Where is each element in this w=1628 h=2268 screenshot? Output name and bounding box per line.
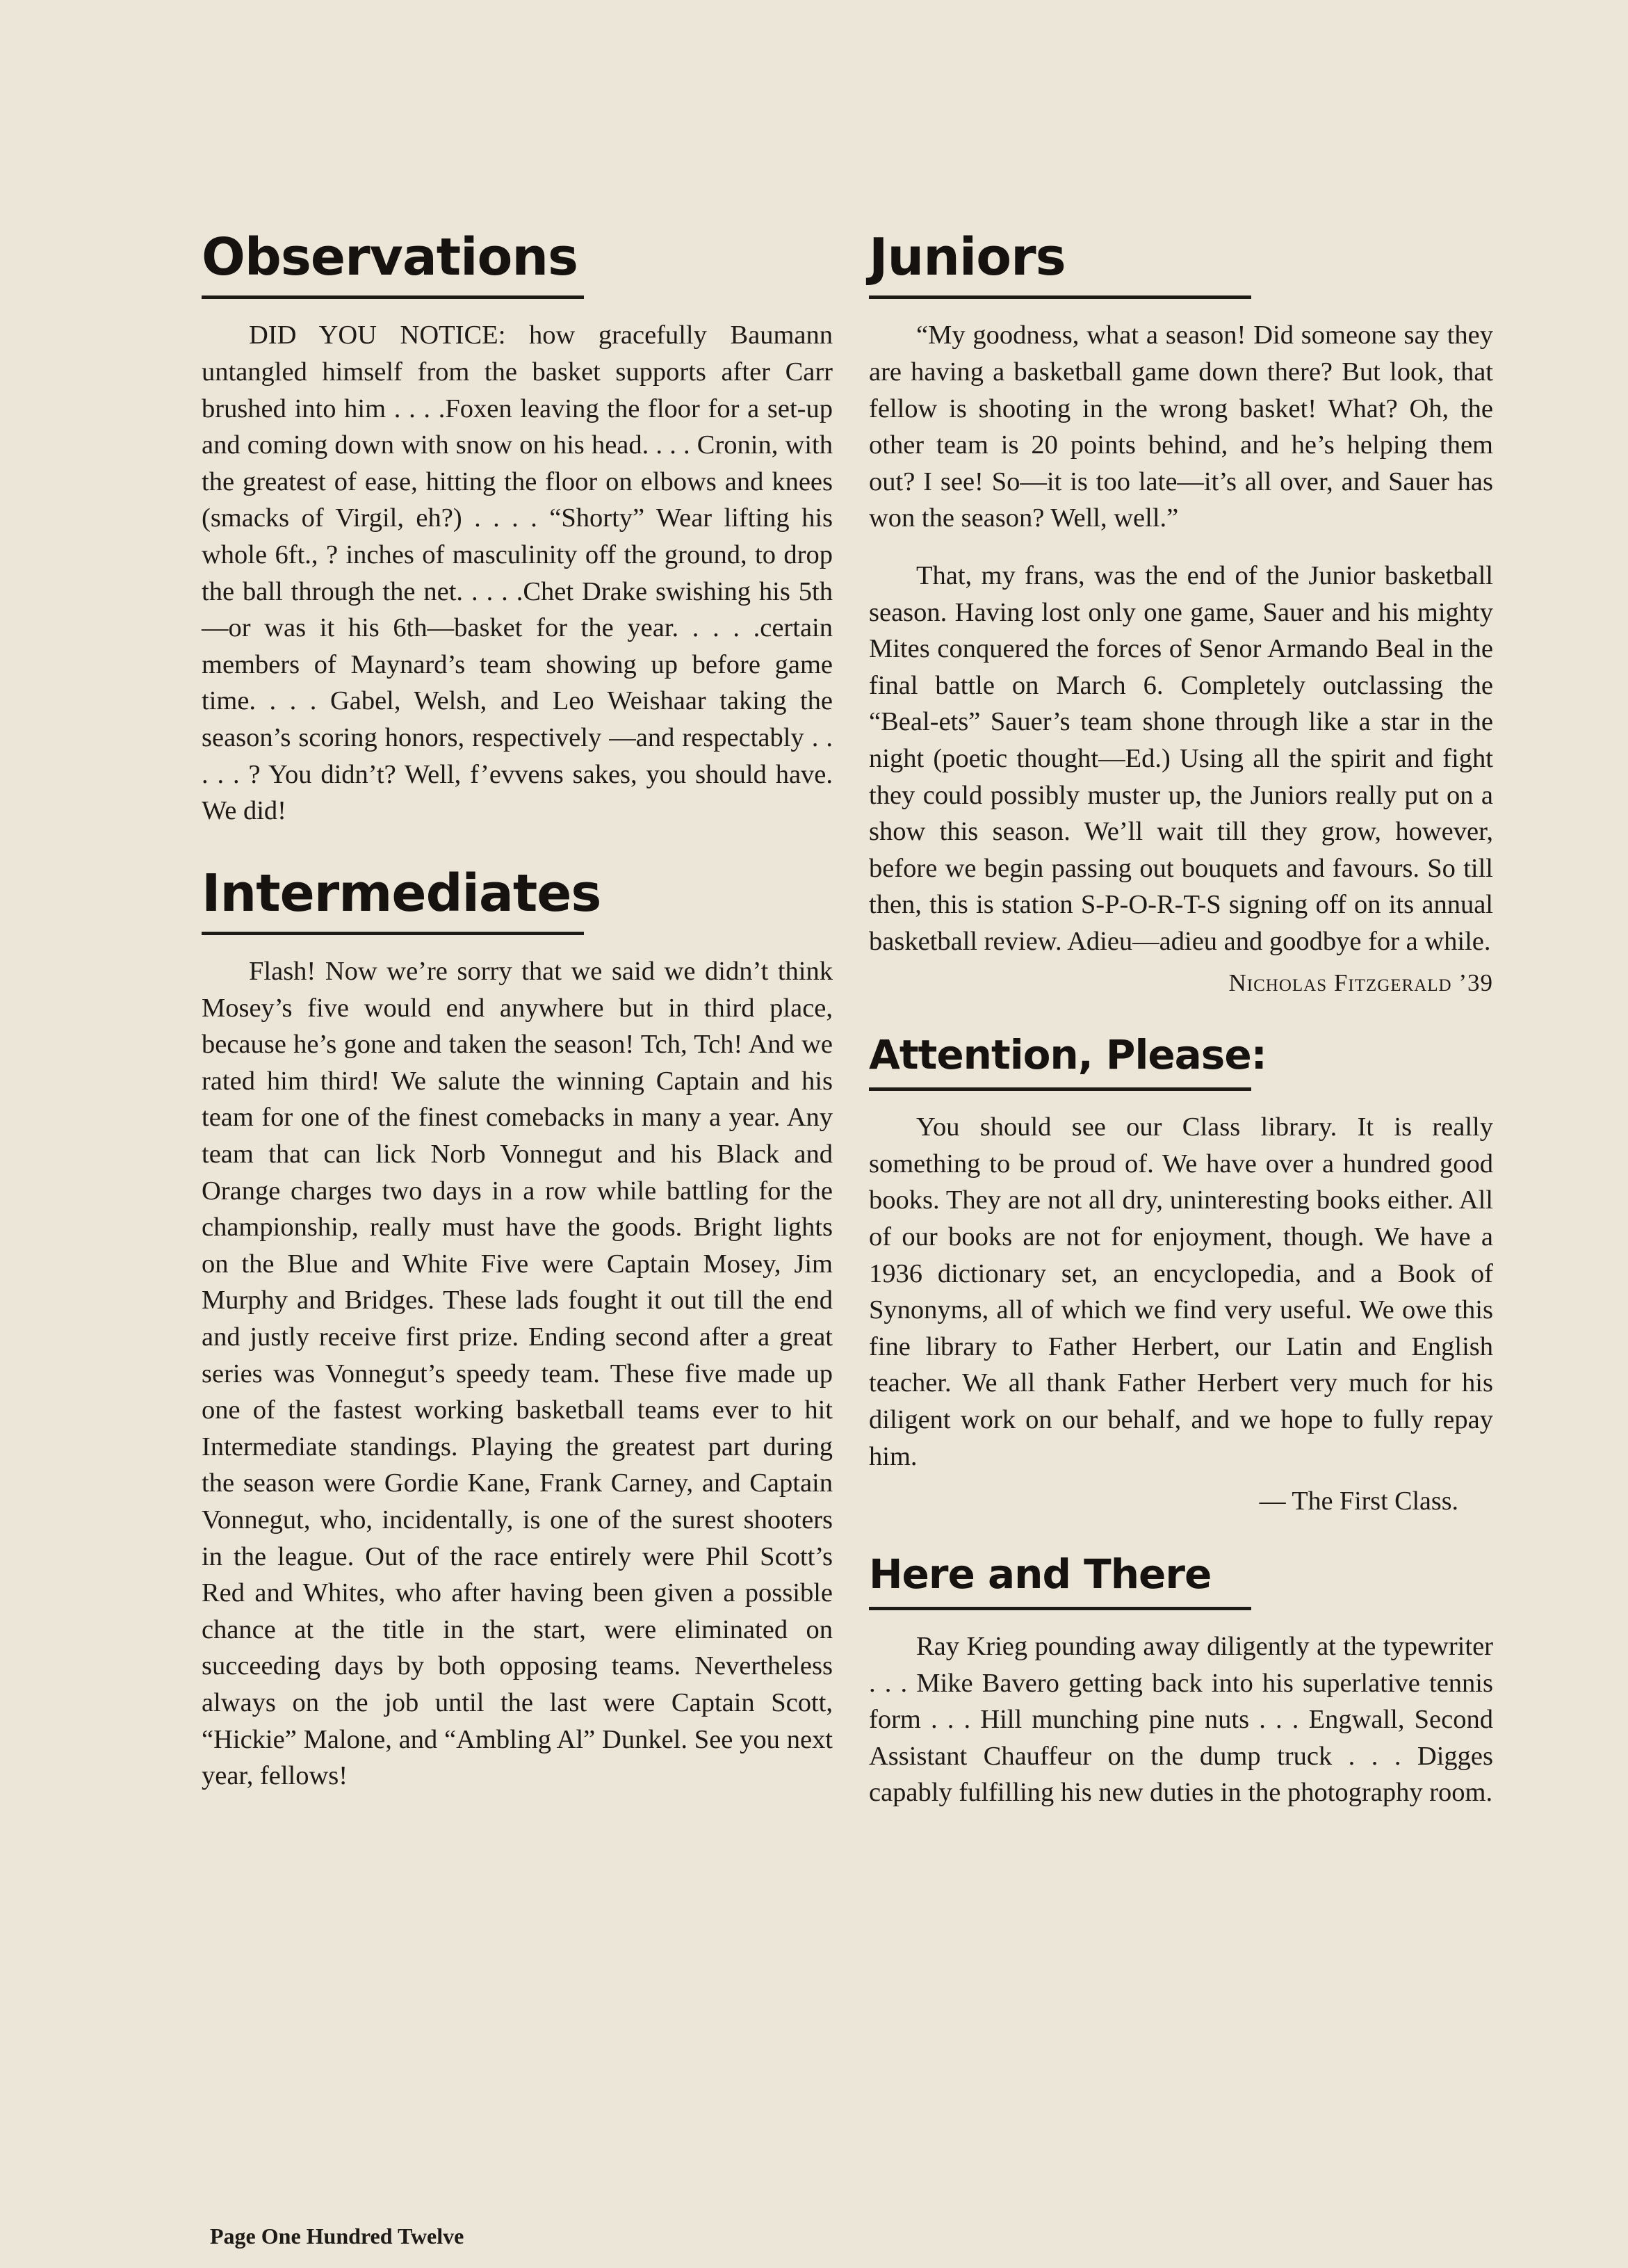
attention-author: — The First Class.: [1259, 1487, 1458, 1516]
juniors-quote: “My goodness, what a season! Did someone say they are having a basketball game down there? But look, that fellow is shooting in the wrong basket! What? Oh, the other team is 20 points behind, and he’s helping them out? I see! So—it is too late—it’s all over, and Sauer has won the season? Well, well.”: [869, 321, 1493, 533]
attention-section: [869, 1033, 1493, 1516]
observations-heading: Observations: [202, 227, 578, 287]
attention-heading: Attention, Please:: [869, 1031, 1267, 1079]
heading-underline: [869, 1087, 1251, 1091]
right-column: [869, 229, 1493, 1847]
intermediates-body: Flash! Now we’re sorry that we said we didn’t think Mosey’s five would end anywhere but in third place, because he’s gone and taken the season! Tch, Tch! And we rated him third! We salute the winning Captain and his team for one of the finest comebacks in many a year. Any team that can lick Norb Vonnegut and his Black and Orange charges two days in a row while battling for the championship, really must have the goods. Bright lights on the Blue and White Five were Captain Mosey, Jim Murphy and Bridges. These lads fought it out till the end and justly receive first prize. Ending second after a great series was Vonnegut’s speedy team. These five made up one of the fastest working basketball teams ever to hit Intermediate standings. Playing the greatest part during the season were Gordie Kane, Frank Carney, and Captain Vonnegut, who, incidentally, is one of the surest shooters in the league. Out of the race entirely were Phil Scott’s Red and Whites, who after having been given a possible chance at the title in the start, were eliminated on succeeding days by both opposing teams. Nevertheless always on the job until the last were Captain Scott, “Hickie” Malone, and “Ambling Al” Dunkel. See you next year, fellows!: [202, 957, 833, 1791]
heading-underline: [869, 1607, 1251, 1610]
page-number: Page One Hundred Twelve: [210, 2224, 464, 2249]
here-and-there-section: [869, 1550, 1493, 1811]
heading-underline: [869, 295, 1251, 299]
juniors-body: That, my frans, was the end of the Junior basketball season. Having lost only one game, Sauer and his mighty Mites conquered the forces of Senor Armando Beal in the final battle on March 6. Completely outclassing the “Beal-ets” Sauer’s team shone through like a star in the night (poetic thought—Ed.) Using all the spirit and fight they could possibly muster up, the Juniors really put on a show this season. We’ll wait till they grow, however, before we begin passing out bouquets and favours. So till then, this is station S-P-O-R-T-S signing off on its annual basketball review. Adieu—adieu and goodbye for a while.: [869, 560, 1493, 956]
here-and-there-body: Ray Krieg pounding away diligently at the typewriter . . . Mike Bavero getting back into his superlative tennis form . . . Hill munching pine nuts . . . Engwall, Second Assistant Chauffeur on the dump truck . . . Digges capably fulfilling his new duties in the photography room.: [869, 1632, 1493, 1808]
observations-section: [202, 229, 833, 829]
juniors-section: [869, 229, 1493, 997]
attention-body: You should see our Class library. It is really something to be proud of. We have over a hundred good books. They are not all dry, uninteresting books either. All of our books are not for enjoyment, though. We have a 1936 dictionary set, an encyclopedia, and a Book of Synonyms, all of which we find very useful. We owe this fine library to Father Herbert, our Latin and English teacher. We all thank Father Herbert very much for his diligent work on our behalf, and we hope to fully repay him.: [869, 1112, 1493, 1471]
here-and-there-heading: Here and There: [869, 1550, 1212, 1598]
observations-body: DID YOU NOTICE: how gracefully Baumann untangled himself from the basket supports after Carr brushed into him . . . .Foxen leaving the floor for a set-up and coming down with snow on his head. . . . Cronin, with the greatest of ease, hitting the floor on elbows and knees (smacks of Virgil, eh?) . . . . “Shorty” Wear lifting his whole 6ft., ? inches of masculinity off the ground, to drop the ball through the net. . . . .Chet Drake swishing his 5th—or was it his 6th—basket for the year. . . . .certain members of Maynard’s team showing up before game time. . . . Gabel, Welsh, and Leo Weishaar taking the season’s scoring honors, respectively —and respectably . . . . . ? You didn’t? Well, f’evvens sakes, you should have. We did!: [202, 321, 833, 826]
heading-underline: [202, 295, 584, 299]
juniors-heading: Juniors: [869, 227, 1066, 287]
intermediates-heading: Intermediates: [202, 863, 601, 923]
left-column: [202, 229, 833, 1831]
intermediates-section: [202, 863, 833, 1795]
juniors-author: Nicholas Fitzgerald ’39: [1228, 969, 1493, 997]
heading-underline: [202, 932, 584, 935]
